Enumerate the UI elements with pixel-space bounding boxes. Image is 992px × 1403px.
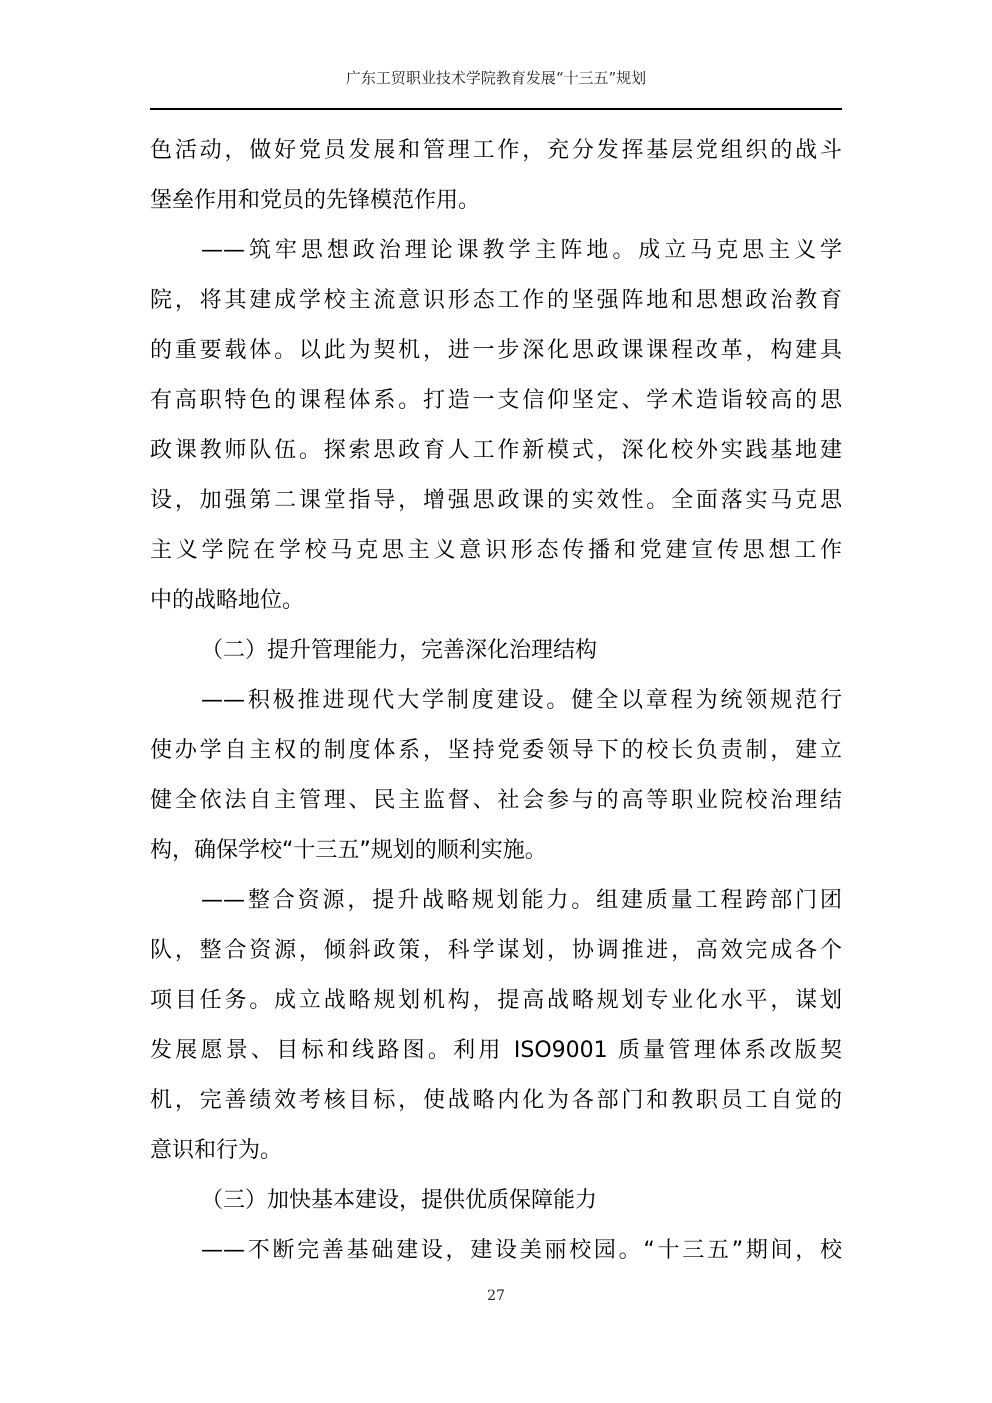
section-heading: （二）提升管理能力，完善深化治理结构 — [201, 638, 598, 663]
paragraph-line: 使办学自主权的制度体系，坚持党委领导下的校长负责制，建立 — [150, 738, 842, 763]
paragraph-line: 机，完善绩效考核目标，使战略内化为各部门和教职员工自觉的 — [150, 1088, 842, 1113]
page-number: 27 — [487, 1288, 505, 1304]
paragraph-line: 项目任务。成立战略规划机构，提高战略规划专业化水平，谋划 — [150, 988, 842, 1013]
running-header-title: 广东工贸职业技术学院教育发展“十三五”规划 — [345, 69, 647, 87]
paragraph-line: 政课教师队伍。探索思政育人工作新模式，深化校外实践基地建 — [150, 438, 842, 463]
paragraph-line: 院，将其建成学校主流意识形态工作的坚强阵地和思想政治教育 — [150, 288, 842, 313]
paragraph-line: ——整合资源，提升战略规划能力。组建质量工程跨部门团 — [201, 888, 842, 913]
paragraph-line: 色活动，做好党员发展和管理工作，充分发挥基层党组织的战斗 — [150, 138, 842, 163]
paragraph-line: 构，确保学校“十三五”规划的顺利实施。 — [150, 838, 547, 863]
paragraph-line: 中的战略地位。 — [150, 588, 305, 613]
header-divider — [150, 108, 842, 110]
paragraph-line: 意识和行为。 — [150, 1138, 283, 1163]
paragraph-line: 的重要载体。以此为契机，进一步深化思政课课程改革，构建具 — [150, 338, 842, 363]
paragraph-line: ——不断完善基础建设，建设美丽校园。“十三五”期间，校 — [201, 1238, 842, 1263]
paragraph-line: 健全依法自主管理、民主监督、社会参与的高等职业院校治理结 — [150, 788, 842, 813]
paragraph-line: ——积极推进现代大学制度建设。健全以章程为统领规范行 — [201, 688, 842, 713]
section-heading: （三）加快基本建设，提供优质保障能力 — [201, 1188, 598, 1213]
paragraph-line: 有高职特色的课程体系。打造一支信仰坚定、学术造诣较高的思 — [150, 388, 842, 413]
paragraph-line: 设，加强第二课堂指导，增强思政课的实效性。全面落实马克思 — [150, 488, 842, 513]
paragraph-line: 主义学院在学校马克思主义意识形态传播和党建宣传思想工作 — [150, 538, 842, 563]
paragraph-line: 堡垒作用和党员的先锋模范作用。 — [150, 188, 481, 213]
body-text — [150, 126, 842, 1276]
paragraph-line: ——筑牢思想政治理论课教学主阵地。成立马克思主义学 — [201, 238, 842, 263]
paragraph-line: 队，整合资源，倾斜政策，科学谋划，协调推进，高效完成各个 — [150, 938, 842, 963]
paragraph-line: 发展愿景、目标和线路图。利用 ISO9001 质量管理体系改版契 — [150, 1038, 842, 1063]
